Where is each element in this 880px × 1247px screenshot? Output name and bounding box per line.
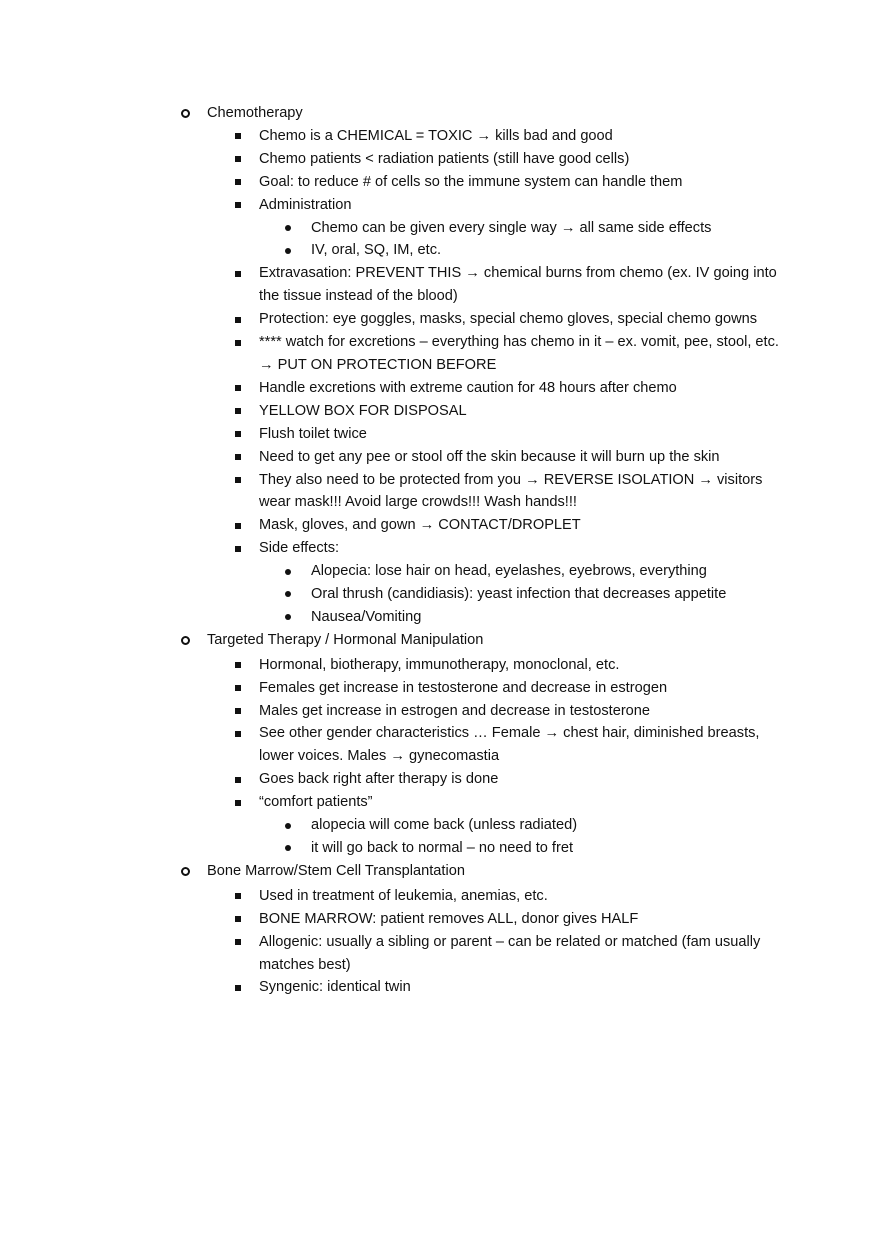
list-item [0, 262, 779, 308]
square-bullet-icon [235, 308, 241, 331]
section-heading-text: Chemotherapy [207, 105, 303, 121]
list-item-text: See other gender characteristics … Female → chest hair, diminished breasts, lower voices. Males → gynecomastia [259, 725, 760, 765]
square-bullet-icon [235, 885, 241, 908]
list-item-text: Goes back right after therapy is done [259, 771, 499, 788]
hollow-bullet-icon [181, 860, 190, 883]
sub-list-item-text: IV, oral, SQ, IM, etc. [311, 242, 442, 259]
square-bullet-icon [235, 171, 241, 194]
list-item-text: Chemo patients < radiation patients (still have good cells) [259, 150, 630, 167]
section-heading [0, 629, 773, 652]
square-bullet-icon [235, 514, 241, 537]
square-bullet-icon [235, 423, 241, 446]
list-item [0, 423, 779, 446]
square-bullet-icon [235, 677, 241, 700]
list-item [0, 331, 779, 377]
sub-list-item-text: Oral thrush (candidiasis): yeast infection that decreases appetite [311, 586, 727, 603]
square-bullet-icon [235, 377, 241, 400]
list-item-text: YELLOW BOX FOR DISPOSAL [259, 402, 467, 419]
list-item [0, 308, 779, 331]
round-bullet-icon [285, 583, 291, 606]
list-item-text: Goal: to reduce # of cells so the immune system can handle them [259, 173, 683, 190]
sub-list-item [0, 606, 779, 629]
list-item [0, 768, 779, 791]
list-item-text: Need to get any pee or stool off the skin because it will burn up the skin [259, 448, 720, 465]
list-item-text: Flush toilet twice [259, 425, 367, 442]
sub-list-item-text: Nausea/Vomiting [311, 608, 422, 625]
list-item [0, 654, 779, 677]
list-item-text: Mask, gloves, and gown → CONTACT/DROPLET [259, 517, 581, 534]
sub-list-item [0, 239, 779, 262]
round-bullet-icon [285, 239, 291, 262]
list-item [0, 125, 779, 148]
list-item-text: Hormonal, biotherapy, immunotherapy, monoclonal, etc. [259, 656, 620, 673]
sub-list-item [0, 814, 779, 837]
list-item [0, 171, 779, 194]
list-item [0, 722, 779, 768]
sub-list-item [0, 560, 779, 583]
list-item-text: Administration [259, 196, 352, 213]
square-bullet-icon [235, 976, 241, 999]
list-item-text: Allogenic: usually a sibling or parent – can be related or matched (fam usually matches best) [259, 933, 761, 973]
section-heading-text: Bone Marrow/Stem Cell Transplantation [207, 862, 465, 879]
round-bullet-icon [285, 217, 291, 240]
square-bullet-icon [235, 148, 241, 171]
list-item-text: Extravasation: PREVENT THIS → chemical burns from chemo (ex. IV going into the tissue instead of the blood) [259, 265, 777, 305]
list-item [0, 148, 779, 171]
square-bullet-icon [235, 125, 241, 148]
list-item-text: Used in treatment of leukemia, anemias, etc. [259, 887, 548, 904]
list-item [0, 885, 779, 908]
list-item [0, 677, 779, 700]
square-bullet-icon [235, 931, 241, 954]
hollow-bullet-icon [181, 102, 190, 125]
section-heading-text: Targeted Therapy / Hormonal Manipulation [207, 631, 484, 648]
sub-list-item [0, 583, 779, 606]
list-item-text: “comfort patients” [259, 794, 373, 811]
list-item-text: Protection: eye goggles, masks, special chemo gloves, special chemo gowns [259, 311, 758, 328]
list-item [0, 537, 779, 560]
sub-list-item-text: Alopecia: lose hair on head, eyelashes, eyebrows, everything [311, 563, 707, 580]
square-bullet-icon [235, 537, 241, 560]
list-item-text: Males get increase in estrogen and decrease in testosterone [259, 702, 651, 719]
document-body [0, 102, 880, 999]
list-item-text: Syngenic: identical twin [259, 979, 411, 996]
square-bullet-icon [235, 722, 241, 745]
list-item [0, 446, 779, 469]
square-bullet-icon [235, 331, 241, 354]
list-item [0, 377, 779, 400]
list-item [0, 514, 779, 537]
sub-list-item-text: it will go back to normal – no need to fret [311, 840, 574, 856]
square-bullet-icon [235, 194, 241, 217]
list-item-text: Side effects: [259, 540, 340, 557]
square-bullet-icon [235, 446, 241, 469]
square-bullet-icon [235, 400, 241, 423]
list-item-text: **** watch for excretions – everything has chemo in it – ex. vomit, pee, stool, etc. → PUT ON PROTECTION BEFORE [259, 334, 779, 373]
list-item-text: BONE MARROW: patient removes ALL, donor gives HALF [259, 910, 639, 927]
square-bullet-icon [235, 262, 241, 285]
square-bullet-icon [235, 791, 241, 814]
hollow-bullet-icon [181, 629, 190, 652]
round-bullet-icon [285, 837, 291, 860]
list-item [0, 908, 779, 931]
list-item [0, 976, 779, 999]
sub-list-item-text: Chemo can be given every single way → all same side effects [311, 219, 712, 236]
square-bullet-icon [235, 768, 241, 791]
list-item [0, 469, 779, 515]
square-bullet-icon [235, 700, 241, 723]
sub-list-item [0, 217, 779, 240]
list-item [0, 700, 779, 723]
list-item-text: Chemo is a CHEMICAL = TOXIC → kills bad and good [259, 127, 613, 144]
section-heading [0, 860, 773, 883]
list-item [0, 931, 779, 977]
list-item [0, 400, 779, 423]
round-bullet-icon [285, 814, 291, 837]
round-bullet-icon [285, 560, 291, 583]
list-item-text: Handle excretions with extreme caution for 48 hours after chemo [259, 379, 677, 396]
square-bullet-icon [235, 654, 241, 677]
sub-list-item-text: alopecia will come back (unless radiated) [311, 817, 578, 834]
list-item [0, 791, 779, 814]
section-heading [0, 102, 773, 125]
square-bullet-icon [235, 908, 241, 931]
list-item [0, 194, 779, 217]
list-item-text: Females get increase in testosterone and decrease in estrogen [259, 679, 668, 696]
list-item-text: They also need to be protected from you → REVERSE ISOLATION → visitors wear mask!!! Avoid large crowds!!! Wash hands!!! [259, 471, 763, 511]
sub-list-item [0, 837, 779, 860]
square-bullet-icon [235, 469, 241, 492]
round-bullet-icon [285, 606, 291, 629]
